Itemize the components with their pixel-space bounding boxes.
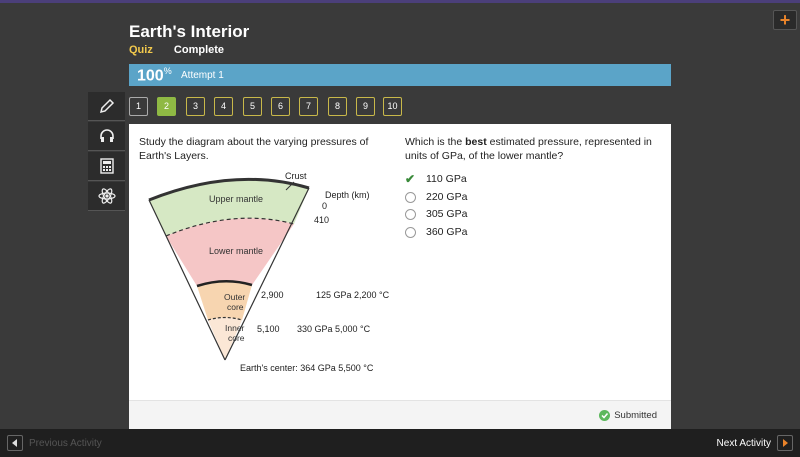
activity-nav-bar <box>0 429 800 457</box>
arrow-right-icon <box>777 435 793 451</box>
outer-core-label-2: core <box>227 302 244 312</box>
question-button-5[interactable]: 5 <box>243 97 262 116</box>
question-emphasis: best <box>465 136 487 148</box>
radio-button[interactable] <box>405 209 416 220</box>
audio-tool-button[interactable] <box>88 122 125 151</box>
question-button-2[interactable]: 2 <box>157 97 176 116</box>
answer-option-4[interactable] <box>405 225 525 239</box>
arrow-left-icon <box>7 435 23 451</box>
radio-button[interactable] <box>405 227 416 238</box>
activity-status-label: Complete <box>173 44 225 56</box>
pencil-icon <box>99 98 115 114</box>
answer-option-label: 110 GPa <box>426 173 467 185</box>
pencil-tool-button[interactable] <box>88 92 125 121</box>
answer-option-label: 305 GPa <box>426 208 468 220</box>
answer-option-label: 360 GPa <box>426 226 468 238</box>
question-text-end: estimated pressure, represented in units of GPa, of the lower mantle? <box>405 136 652 162</box>
submitted-status <box>599 410 657 421</box>
activity-subheader <box>129 44 224 56</box>
answer-option-2[interactable] <box>405 190 525 204</box>
depth-2900-label: 2,900 <box>261 290 284 300</box>
depth-label: Depth (km) <box>325 190 370 200</box>
earth-center-label: Earth's center: 364 GPa 5,500 °C <box>240 363 374 373</box>
attempt-label: Attempt 1 <box>181 70 224 81</box>
pressure-5100-label: 330 GPa 5,000 °C <box>297 324 371 334</box>
page-title: Earth's Interior <box>129 22 250 41</box>
outer-core-label-1: Outer <box>224 292 246 302</box>
percent-sign: % <box>163 66 172 76</box>
depth-0-label: 0 <box>322 201 328 211</box>
headphones-icon <box>99 128 115 144</box>
question-button-9[interactable]: 9 <box>356 97 375 116</box>
check-circle-icon <box>599 410 610 421</box>
depth-5100-label: 5,100 <box>257 324 280 334</box>
next-activity-label: Next Activity <box>716 437 771 449</box>
depth-410-label: 410 <box>314 215 330 225</box>
crust-label: Crust <box>285 171 307 181</box>
score-bar <box>129 64 671 86</box>
submitted-label: Submitted <box>614 410 657 421</box>
atom-icon <box>98 187 116 205</box>
question-button-4[interactable]: 4 <box>214 97 233 116</box>
previous-activity-label: Previous Activity <box>29 437 102 449</box>
add-button[interactable]: + <box>773 10 797 30</box>
inner-core-label-1: Inner <box>225 323 245 333</box>
card-footer <box>129 400 671 429</box>
question-text-start: Which is the <box>405 136 466 148</box>
answer-option-1[interactable] <box>405 172 525 186</box>
next-activity-button[interactable] <box>717 435 793 451</box>
calculator-icon <box>100 158 114 174</box>
question-button-10[interactable]: 10 <box>383 97 402 116</box>
inner-core-label-2: core <box>228 333 245 343</box>
question-button-7[interactable]: 7 <box>299 97 318 116</box>
score-percent <box>137 66 172 85</box>
reference-tool-button[interactable] <box>88 182 125 211</box>
calculator-tool-button[interactable] <box>88 152 125 181</box>
pressure-2900-label: 125 GPa 2,200 °C <box>316 290 390 300</box>
answer-option-label: 220 GPa <box>426 191 468 203</box>
answer-option-3[interactable] <box>405 207 525 221</box>
score-value: 100 <box>137 67 164 85</box>
activity-type-label: Quiz <box>129 44 153 56</box>
question-button-1[interactable]: 1 <box>129 97 148 116</box>
question-button-8[interactable]: 8 <box>328 97 347 116</box>
question-text <box>405 135 655 163</box>
previous-activity-button[interactable] <box>7 435 102 451</box>
lower-mantle-label: Lower mantle <box>209 246 264 256</box>
checkmark-icon: ✔ <box>405 171 416 186</box>
question-button-6[interactable]: 6 <box>271 97 290 116</box>
question-card <box>129 124 671 429</box>
earth-layers-diagram <box>139 168 389 383</box>
top-accent-strip <box>0 0 800 3</box>
diagram-prompt: Study the diagram about the varying pressures of Earth's Layers. <box>139 136 369 162</box>
question-button-3[interactable]: 3 <box>186 97 205 116</box>
upper-mantle-label: Upper mantle <box>209 194 264 204</box>
radio-button[interactable] <box>405 192 416 203</box>
